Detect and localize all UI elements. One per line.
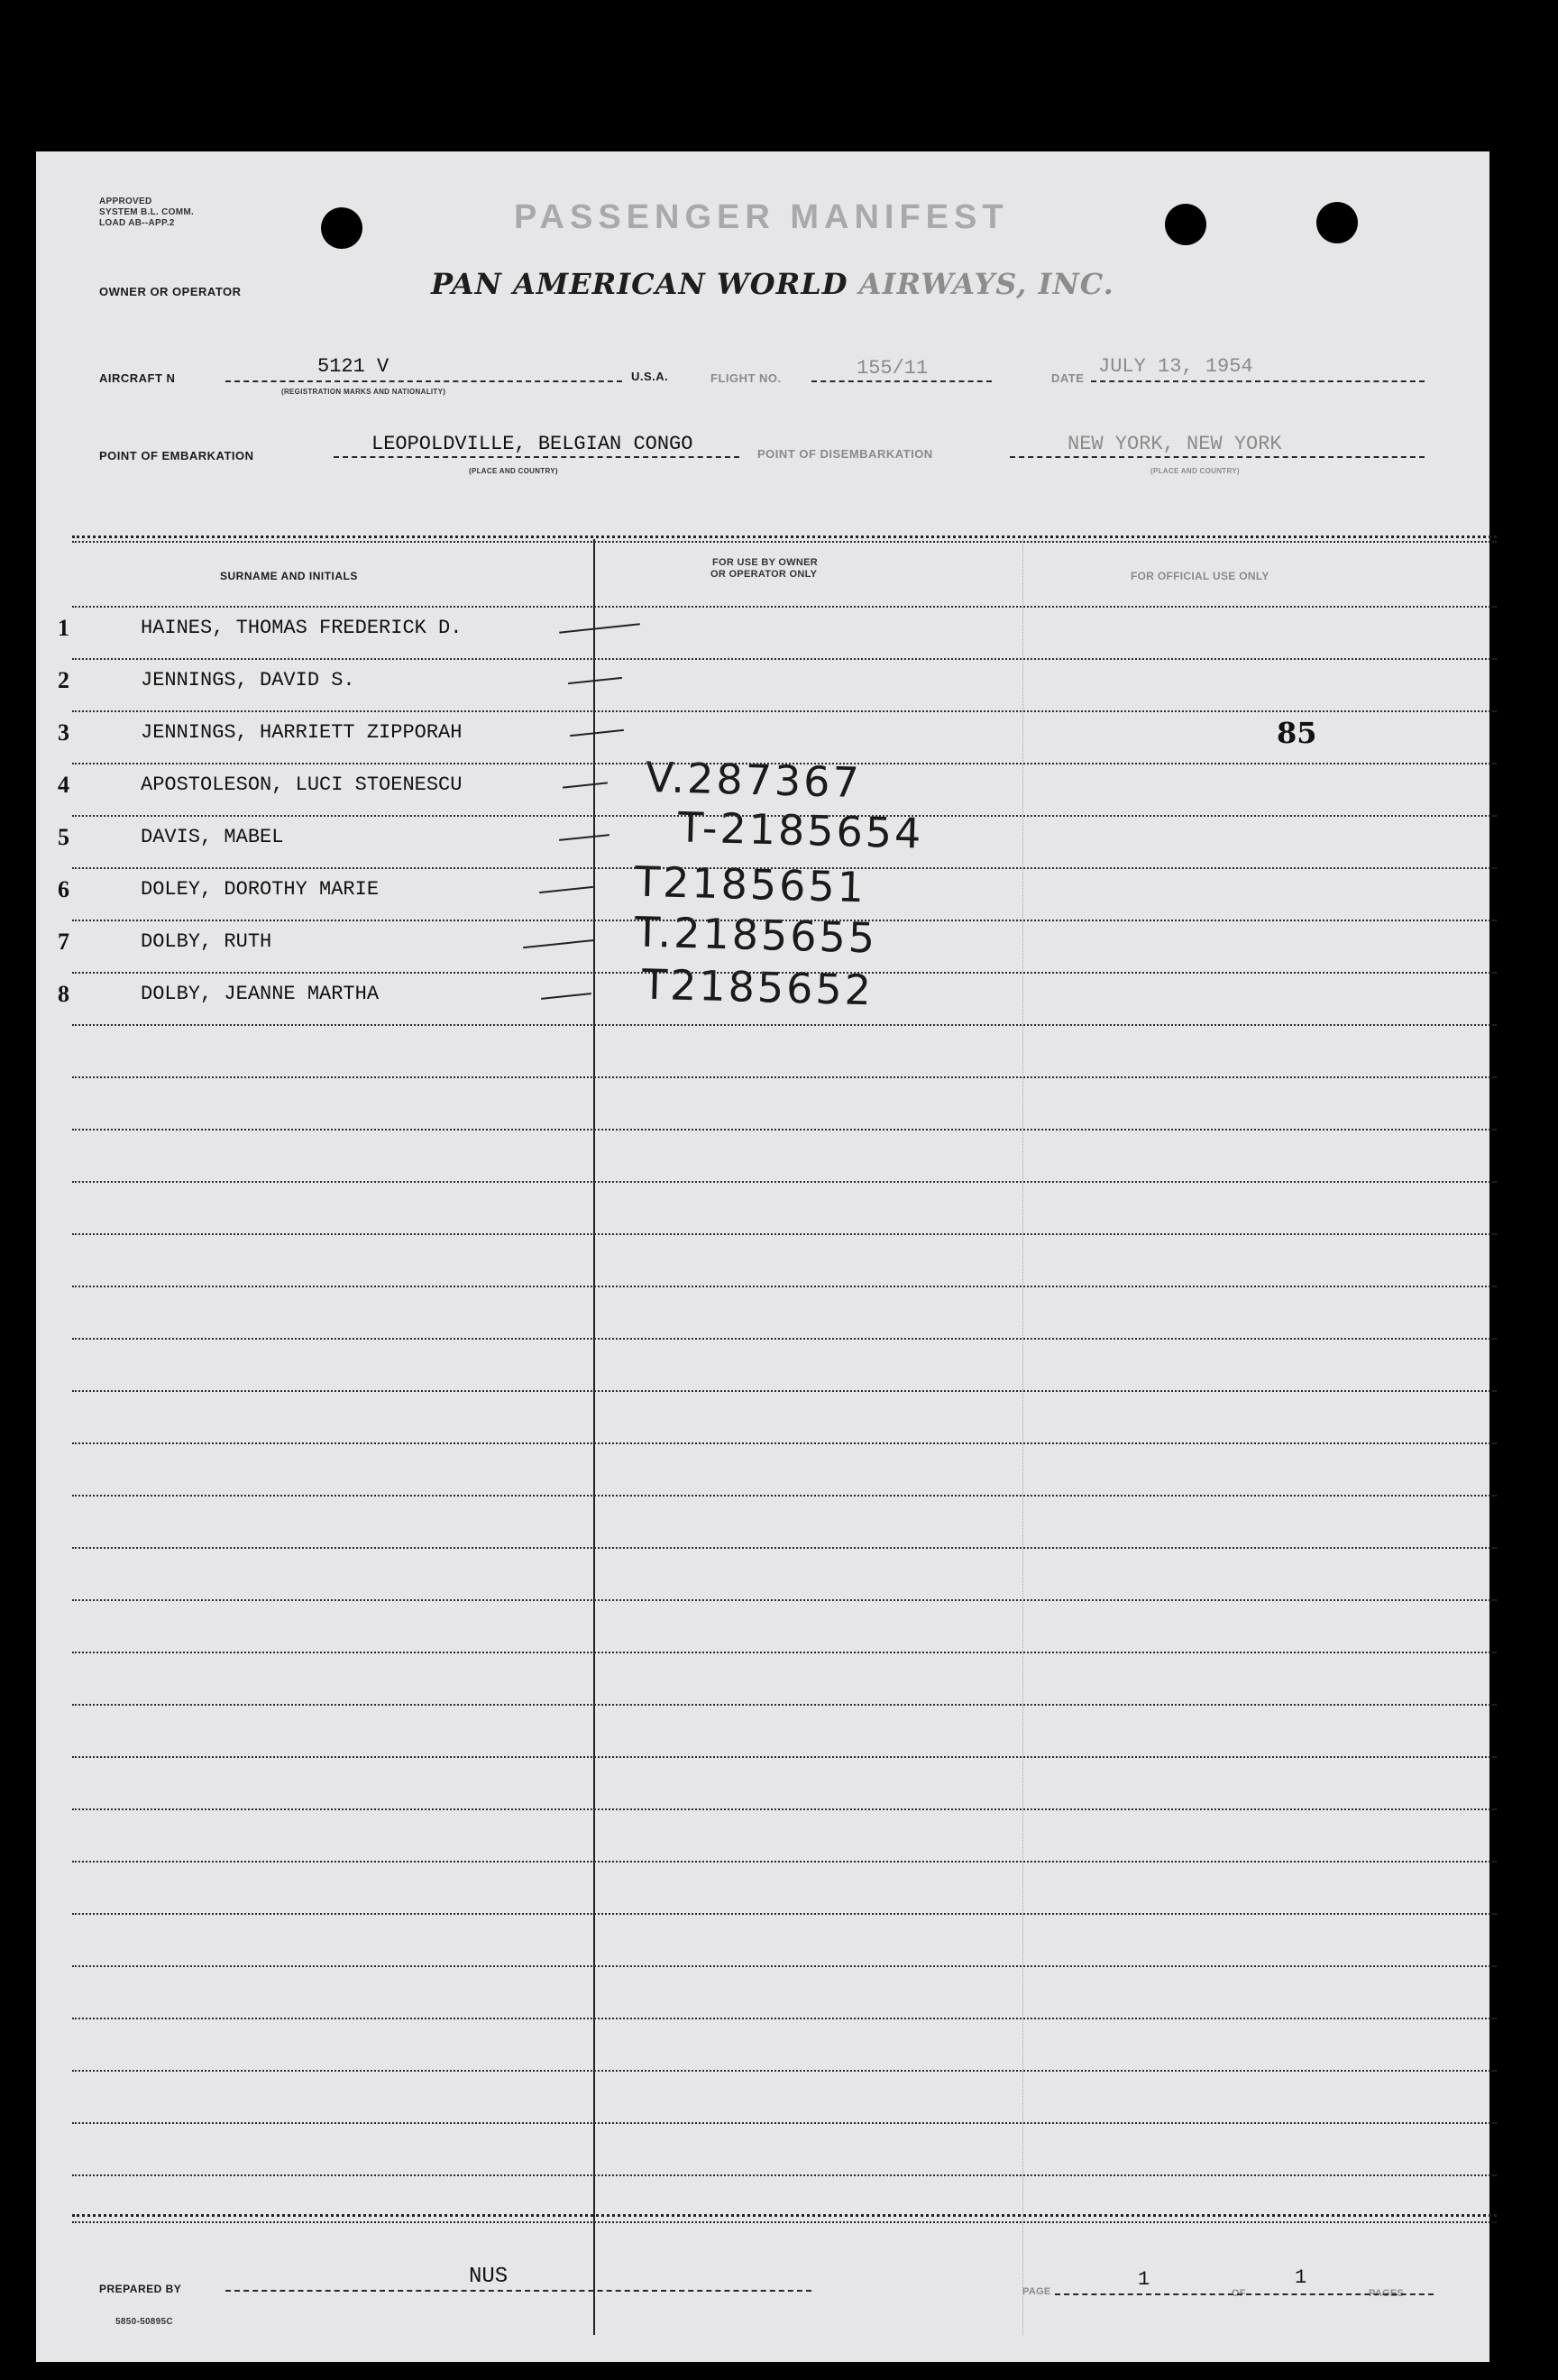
ruled-line <box>72 815 1497 817</box>
embarkation-value: LEOPOLDVILLE, BELGIAN CONGO <box>371 433 693 455</box>
prepared-value: NUS <box>469 2265 509 2289</box>
check-mark <box>539 886 593 893</box>
flight-label: FLIGHT NO. <box>710 371 782 385</box>
check-mark <box>559 623 640 633</box>
row-number: 5 <box>58 824 69 850</box>
official-use-header: FOR OFFICIAL USE ONLY <box>1131 570 1269 582</box>
check-mark <box>570 729 624 737</box>
prepared-underline <box>225 2290 811 2292</box>
punch-hole-left <box>321 207 362 249</box>
ruled-line <box>72 1547 1497 1549</box>
usa-label: U.S.A. <box>631 370 669 383</box>
ticket-number: V.287367 <box>645 752 863 808</box>
official-note: 85 <box>1277 716 1317 750</box>
passenger-name: HAINES, THOMAS FREDERICK D. <box>141 617 463 639</box>
passenger-name: DAVIS, MABEL <box>141 826 284 848</box>
page-underline <box>1055 2293 1434 2295</box>
punch-hole-middle <box>1165 204 1206 245</box>
passenger-name: DOLBY, RUTH <box>141 930 272 953</box>
disembarkation-caption: (PLACE AND COUNTRY) <box>1150 467 1240 475</box>
ruled-line <box>72 1442 1497 1444</box>
passenger-name: JENNINGS, DAVID S. <box>141 669 355 691</box>
row-number: 3 <box>58 719 69 746</box>
ruled-line <box>72 2122 1497 2124</box>
ticket-number: T2185651 <box>634 856 867 912</box>
embarkation-caption: (PLACE AND COUNTRY) <box>469 467 558 475</box>
disembarkation-underline <box>1010 456 1425 458</box>
table-top-rule-2 <box>72 541 1497 543</box>
ruled-line <box>72 2018 1497 2019</box>
embarkation-underline <box>334 456 739 458</box>
aircraft-underline <box>225 380 622 382</box>
column-divider <box>593 539 595 2335</box>
check-mark <box>523 939 595 948</box>
ruled-line <box>72 1652 1497 1653</box>
ruled-line <box>72 763 1497 764</box>
ruled-line <box>72 2070 1497 2072</box>
ruled-line <box>72 1129 1497 1130</box>
ruled-line <box>72 1861 1497 1863</box>
ruled-line <box>72 1181 1497 1183</box>
ruled-line <box>72 1286 1497 1287</box>
flight-value: 155/11 <box>857 357 929 380</box>
ruled-line <box>72 1024 1497 1026</box>
ruled-line <box>72 867 1497 869</box>
date-value: JULY 13, 1954 <box>1098 355 1253 378</box>
disembarkation-label: POINT OF DISEMBARKATION <box>757 447 933 461</box>
table-bottom-rule <box>72 2214 1497 2217</box>
operator-name-faint: AIRWAYS, INC. <box>858 267 1114 301</box>
passenger-name: DOLBY, JEANNE MARTHA <box>141 983 380 1005</box>
punch-hole-right <box>1316 202 1358 243</box>
manifest-sheet <box>36 151 1489 2362</box>
approved-line-1: APPROVED <box>99 197 152 206</box>
date-underline <box>1091 380 1425 382</box>
ruled-line <box>72 658 1497 660</box>
disembarkation-value: NEW YORK, NEW YORK <box>1068 433 1282 455</box>
row-number: 7 <box>58 929 69 955</box>
approved-line-2: SYSTEM B.L. COMM. <box>99 207 195 217</box>
approved-line-3: LOAD AB--APP.2 <box>99 218 175 228</box>
table-bottom-rule-2 <box>72 2221 1497 2223</box>
registration-caption: (REGISTRATION MARKS AND NATIONALITY) <box>281 388 446 396</box>
prepared-label: PREPARED BY <box>99 2283 182 2295</box>
page-value: 1 <box>1138 2268 1150 2291</box>
row-number: 2 <box>58 667 69 693</box>
of-label: OF <box>1232 2288 1246 2299</box>
check-mark <box>559 834 609 841</box>
ruled-line <box>72 1913 1497 1915</box>
row-number: 6 <box>58 876 69 902</box>
row-number: 1 <box>58 615 69 641</box>
ruled-line <box>72 972 1497 974</box>
ruled-line <box>72 1756 1497 1758</box>
page-label: PAGE <box>1022 2286 1051 2297</box>
aircraft-label: AIRCRAFT N <box>99 371 176 385</box>
row-number: 8 <box>58 981 69 1007</box>
ruled-line <box>72 2174 1497 2176</box>
of-value: 1 <box>1295 2266 1307 2289</box>
aircraft-value: 5121 V <box>317 355 390 378</box>
ruled-line <box>72 920 1497 921</box>
form-number: 5850-50895C <box>115 2317 173 2327</box>
ruled-line <box>72 1965 1497 1967</box>
owner-use-header-1: FOR USE BY OWNER <box>712 557 819 568</box>
surname-column-header: SURNAME AND INITIALS <box>220 570 358 582</box>
ticket-number: T2185652 <box>641 959 875 1015</box>
pages-label: PAGES <box>1369 2288 1405 2299</box>
owner-use-header-2: OR OPERATOR ONLY <box>710 569 818 580</box>
ruled-line <box>72 1599 1497 1601</box>
ruled-line <box>72 1338 1497 1340</box>
check-mark <box>563 782 608 788</box>
check-mark <box>568 677 622 684</box>
ruled-line <box>72 1704 1497 1706</box>
ruled-line <box>72 1808 1497 1810</box>
operator-name <box>431 267 1114 301</box>
operator-name-dark: PAN AMERICAN WORLD <box>431 267 848 301</box>
passenger-name: JENNINGS, HARRIETT ZIPPORAH <box>141 721 463 744</box>
ruled-line <box>72 606 1497 608</box>
passenger-name: APOSTOLESON, LUCI STOENESCU <box>141 774 463 796</box>
ruled-line <box>72 710 1497 712</box>
passenger-name: DOLEY, DOROTHY MARIE <box>141 878 380 901</box>
table-top-rule <box>72 536 1497 538</box>
row-number: 4 <box>58 772 69 798</box>
owner-label: OWNER OR OPERATOR <box>99 285 242 298</box>
manifest-title: PASSENGER MANIFEST <box>514 198 1009 236</box>
date-label: DATE <box>1051 371 1085 385</box>
embarkation-label: POINT OF EMBARKATION <box>99 449 254 462</box>
ticket-number: T.2185655 <box>634 907 878 963</box>
ticket-number: T-2185654 <box>677 802 925 858</box>
check-mark <box>541 993 591 1000</box>
ruled-line <box>72 1495 1497 1497</box>
ruled-line <box>72 1233 1497 1235</box>
ruled-line <box>72 1076 1497 1078</box>
ruled-line <box>72 1390 1497 1392</box>
flight-underline <box>811 380 992 382</box>
official-column-divider <box>1022 539 1023 2335</box>
